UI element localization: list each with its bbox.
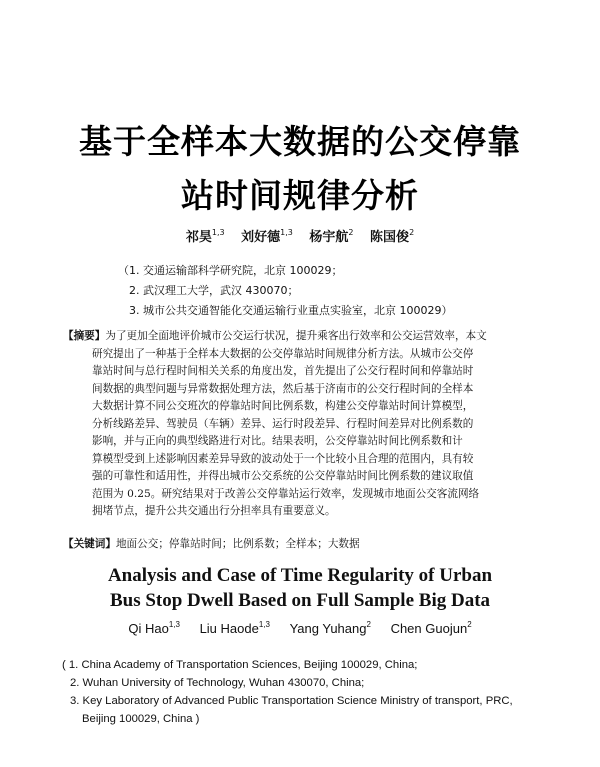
english-author: Yang Yuhang$^2$ <box>289 620 371 636</box>
keywords-label: 【关键词】 <box>63 538 116 550</box>
english-author: Liu Haode$^{1,3}$ <box>199 620 270 636</box>
abstract-line: 算模型受到上述影响因素差异导致的波动处于一个比较小且合理的范围内，具有较 <box>92 452 474 465</box>
abstract-line: 分析线路差异、驾驶员（车辆）差异、运行时段差异、行程时间差异对比例系数的 <box>92 417 474 430</box>
chinese-author: 刘好德$^{1,3}$ <box>241 228 293 245</box>
abstract-line: 拥堵节点，提升公共交通出行分担率具有重要意义。 <box>92 505 336 517</box>
english-author-list <box>0 621 600 636</box>
abstract-line: 研究提出了一种基于全样本大数据的公交停靠站时间规律分析方法。从城市公交停 <box>92 347 474 360</box>
chinese-affiliation-2: 2. 武汉理工大学，武汉 430070； <box>129 284 299 297</box>
chinese-abstract <box>63 328 550 521</box>
english-title-line-1: Analysis and Case of Time Regularity of Urban <box>107 565 493 586</box>
chinese-author-list <box>0 226 600 245</box>
chinese-affiliation-1: （1. 交通运输部科学研究院，北京 100029； <box>118 264 343 277</box>
abstract-line: 强的可靠性和适用性，并得出城市公交系统的公交停靠站时间比例系数的建议取值 <box>92 470 474 482</box>
chinese-author: 祁昊$^{1,3}$ <box>185 228 225 245</box>
abstract-line: 间数据的典型问题与异常数据处理方法，然后基于济南市的公交行程时间的全样本 <box>92 382 474 395</box>
english-affiliation-3-continued: Beijing 100029, China ) <box>82 713 200 725</box>
abstract-line: 影响，并与正向的典型线路进行对比。结果表明，公交停靠站时间比例系数和计 <box>92 435 463 447</box>
english-author: Qi Hao$^{1,3}$ <box>128 620 180 636</box>
chinese-title-line-2: 站时间规律分析 <box>181 176 419 215</box>
english-author: Chen Guojun$^2$ <box>390 620 472 636</box>
english-affiliation-1: ( 1. China Academy of Transportation Sciences, Beijing 100029, China; <box>62 659 418 671</box>
chinese-keywords <box>63 536 550 551</box>
abstract-line: 靠站时间与总行程时间相关关系的角度出发，首先提出了公交行程时间和停靠站时 <box>92 365 474 377</box>
english-title-line-2: Bus Stop Dwell Based on Full Sample Big Data <box>109 590 491 611</box>
chinese-title-line-1: 基于全样本大数据的公交停靠 <box>79 122 521 161</box>
chinese-author: 陈国俊$^2$ <box>370 228 415 245</box>
abstract-line: 范围为 0.25。研究结果对于改善公交停靠站运行效率，发现城市地面公交客流网络 <box>92 487 480 500</box>
keywords-text: 地面公交；停靠站时间；比例系数；全样本；大数据 <box>115 538 360 550</box>
abstract-line: 【摘要】为了更加全面地评价城市公交运行状况，提升乘客出行效率和公交运营效率，本文 <box>63 330 487 342</box>
chinese-affiliation-3: 3. 城市公共交通智能化交通运输行业重点实验室，北京 100029） <box>129 304 453 317</box>
chinese-author: 杨宇航$^2$ <box>309 228 354 245</box>
english-affiliation-2: 2. Wuhan University of Technology, Wuhan 430070, China; <box>70 677 365 689</box>
english-affiliation-3: 3. Key Laboratory of Advanced Public Transportation Science Ministry of transport, PRC, <box>70 695 513 707</box>
abstract-label: 【摘要】 <box>63 330 106 342</box>
abstract-line: 大数据计算不同公交班次的停靠站时间比例系数，构建公交停靠站时间计算模型， <box>92 400 474 412</box>
